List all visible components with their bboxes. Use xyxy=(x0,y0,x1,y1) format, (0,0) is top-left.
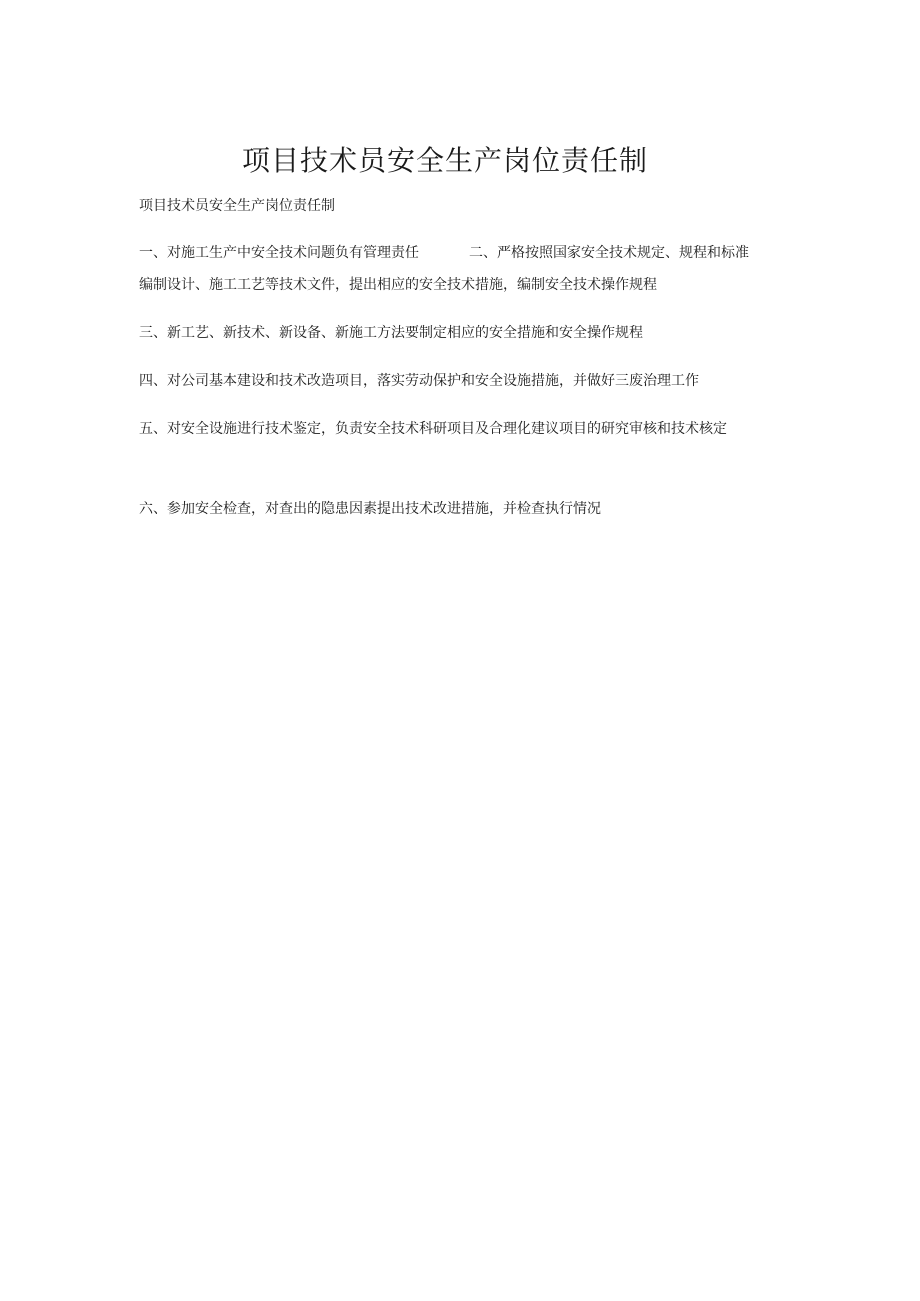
item-4: 四、对公司基本建设和技术改造项目，落实劳动保护和安全设施措施，并做好三废治理工作 xyxy=(139,373,699,389)
item-3: 三、新工艺、新技术、新设备、新施工方法要制定相应的安全措施和安全操作规程 xyxy=(139,325,643,341)
item-2: 二、严格按照国家安全技术规定、规程和标准编制设计、施工工艺等技术文件，提出相应的安全技术措施，编制安全技术操作规程 xyxy=(139,245,749,293)
document-title: 项目技术员安全生产岗位责任制 xyxy=(241,143,648,177)
document-subtitle: 项目技术员安全生产岗位责任制 xyxy=(139,198,335,214)
paragraph-items-1-2 xyxy=(139,237,749,301)
item-5: 五、对安全设施进行技术鉴定，负责安全技术科研项目及合理化建议项目的研究审核和技术核定 xyxy=(139,421,727,437)
item-1: 一、对施工生产中安全技术问题负有管理责任 xyxy=(139,245,419,261)
item-6: 六、参加安全检查，对查出的隐患因素提出技术改进措施，并检查执行情况 xyxy=(139,501,601,517)
